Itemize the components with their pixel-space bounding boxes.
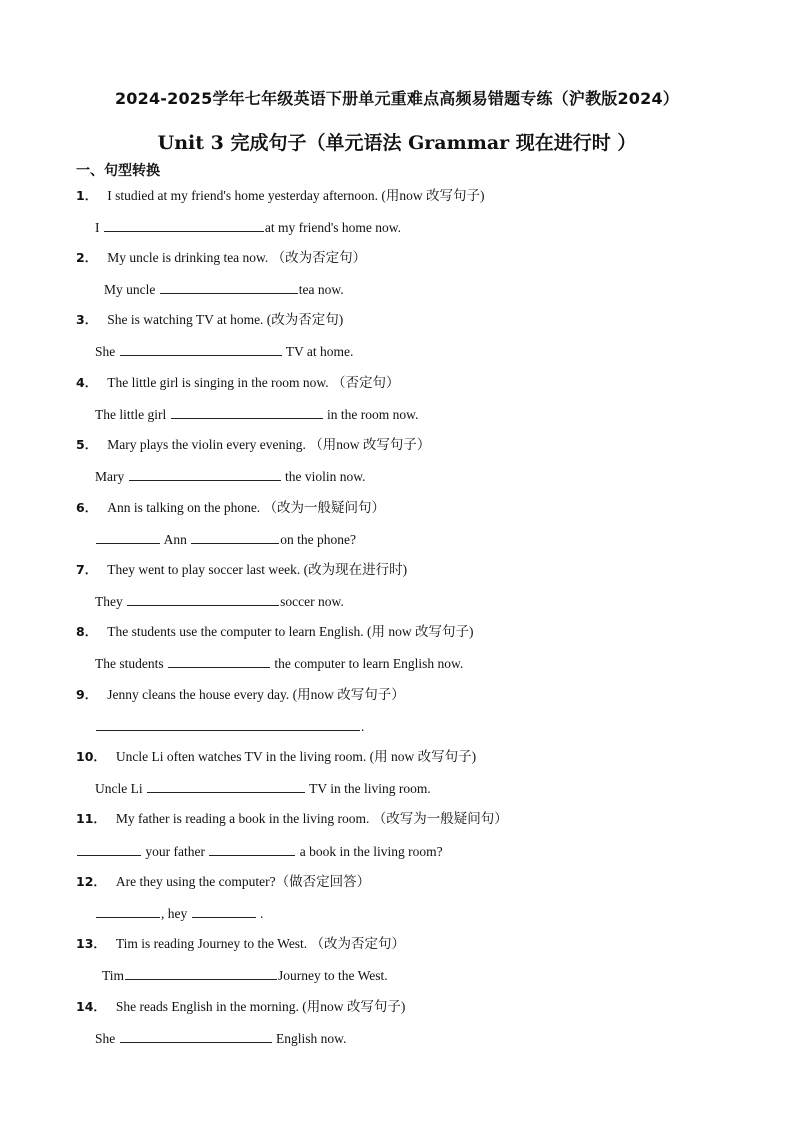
answer-prefix: Ann <box>163 532 187 547</box>
question-prompt <box>76 623 474 641</box>
answer-blank[interactable] <box>191 530 279 544</box>
answer-blank[interactable] <box>168 654 270 668</box>
answer-suffix: English now. <box>276 1031 347 1046</box>
section-title: 一、句型转换 <box>76 163 160 179</box>
question-prompt <box>76 748 476 766</box>
answer-suffix: on the phone? <box>280 532 356 547</box>
answer-suffix: soccer now. <box>280 594 344 609</box>
question-number: 1． <box>76 188 98 203</box>
answer-blank[interactable] <box>96 717 360 731</box>
answer-prefix: I <box>95 220 100 235</box>
answer-blank[interactable] <box>77 842 141 856</box>
answer-suffix: the computer to learn English now. <box>274 656 464 671</box>
question-text: Ann is talking on the phone. （改为一般疑问句） <box>107 500 386 515</box>
question-text: Are they using the computer?（做否定回答） <box>115 874 371 889</box>
answer-line <box>95 1029 346 1048</box>
question-prompt <box>76 810 508 828</box>
answer-blank[interactable] <box>120 342 282 356</box>
answer-line <box>95 467 366 486</box>
answer-line <box>102 966 388 985</box>
question-number: 3． <box>76 312 98 327</box>
answer-line <box>95 717 364 736</box>
question-number: 12． <box>76 874 106 889</box>
question-prompt <box>76 935 405 953</box>
question-text: She reads English in the morning. (用now 改写句子) <box>115 999 406 1014</box>
question-number: 11． <box>76 811 106 826</box>
question-number: 6． <box>76 500 98 515</box>
question-text: They went to play soccer last week. (改为现在进行时) <box>107 562 408 577</box>
question-text: Mary plays the violin every evening. （用now 改写句子） <box>107 437 431 452</box>
answer-suffix: tea now. <box>298 282 344 297</box>
answer-prefix: Uncle Li <box>95 781 143 796</box>
question-text: The students use the computer to learn English. (用 now 改写句子) <box>107 624 474 639</box>
question-prompt <box>76 686 405 704</box>
answer-suffix: TV in the living room. <box>309 781 431 796</box>
question-text: The little girl is singing in the room now. （否定句） <box>107 375 400 390</box>
answer-blank[interactable] <box>120 1029 272 1043</box>
answer-blank[interactable] <box>147 779 305 793</box>
question-prompt <box>76 249 366 267</box>
answer-suffix: . <box>260 906 264 921</box>
question-number: 8． <box>76 624 98 639</box>
answer-blank[interactable] <box>192 904 256 918</box>
answer-line <box>95 218 401 237</box>
question-number: 14． <box>76 999 106 1014</box>
question-prompt <box>76 374 400 392</box>
question-text: I studied at my friend's home yesterday afternoon. (用now 改写句子) <box>107 188 485 203</box>
answer-blank[interactable] <box>171 405 323 419</box>
answer-blank[interactable] <box>104 218 264 232</box>
answer-line <box>95 592 344 611</box>
answer-line <box>95 342 353 361</box>
answer-line <box>95 779 431 798</box>
answer-blank[interactable] <box>209 842 295 856</box>
question-prompt <box>76 998 405 1016</box>
answer-blank[interactable] <box>127 592 279 606</box>
answer-prefix: Mary <box>95 469 125 484</box>
question-text: My father is reading a book in the living room. （改写为一般疑问句） <box>115 811 508 826</box>
answer-blank[interactable] <box>96 530 160 544</box>
answer-suffix: at my friend's home now. <box>264 220 402 235</box>
answer-blank[interactable] <box>125 966 277 980</box>
answer-suffix: . <box>361 719 365 734</box>
answer-prefix: Tim <box>102 968 125 983</box>
question-prompt <box>76 873 370 891</box>
answer-line <box>104 280 344 299</box>
answer-prefix: The little girl <box>95 407 167 422</box>
question-prompt <box>76 187 485 205</box>
question-number: 10． <box>76 749 106 764</box>
answer-suffix: in the room now. <box>326 407 419 422</box>
answer-suffix: TV at home. <box>285 344 354 359</box>
answer-blank[interactable] <box>129 467 281 481</box>
answer-line <box>76 842 443 861</box>
answer-suffix: Journey to the West. <box>278 968 388 983</box>
question-number: 9． <box>76 687 98 702</box>
question-prompt <box>76 561 407 579</box>
answer-prefix: They <box>95 594 123 609</box>
answer-prefix: She <box>95 1031 116 1046</box>
question-text: She is watching TV at home. (改为否定句) <box>107 312 344 327</box>
answer-line <box>95 405 418 424</box>
question-number: 13． <box>76 936 106 951</box>
question-number: 5． <box>76 437 98 452</box>
unit-subtitle: Unit 3 完成句子（单元语法 Grammar 现在进行时 ） <box>157 132 637 154</box>
worksheet-title: 2024-2025学年七年级英语下册单元重难点高频易错题专练（沪教版2024） <box>114 89 680 108</box>
question-text: Uncle Li often watches TV in the living room. (用 now 改写句子) <box>115 749 477 764</box>
question-number: 4． <box>76 375 98 390</box>
question-number: 7． <box>76 562 98 577</box>
question-prompt <box>76 499 385 517</box>
answer-line <box>95 654 463 673</box>
question-prompt <box>76 311 343 329</box>
question-text: Jenny cleans the house every day. (用now 改写句子） <box>107 687 405 702</box>
answer-line <box>95 904 263 923</box>
answer-suffix: a book in the living room? <box>299 844 443 859</box>
answer-prefix: your father <box>145 844 205 859</box>
answer-suffix: the violin now. <box>285 469 366 484</box>
answer-blank[interactable] <box>96 904 160 918</box>
answer-prefix: My uncle <box>104 282 156 297</box>
answer-blank[interactable] <box>160 280 298 294</box>
answer-prefix: She <box>95 344 116 359</box>
question-text: My uncle is drinking tea now. （改为否定句） <box>107 250 367 265</box>
question-number: 2． <box>76 250 98 265</box>
answer-prefix: , hey <box>161 906 188 921</box>
question-text: Tim is reading Journey to the West. （改为否定句） <box>115 936 406 951</box>
answer-line <box>95 530 356 549</box>
answer-prefix: The students <box>95 656 164 671</box>
question-prompt <box>76 436 430 454</box>
